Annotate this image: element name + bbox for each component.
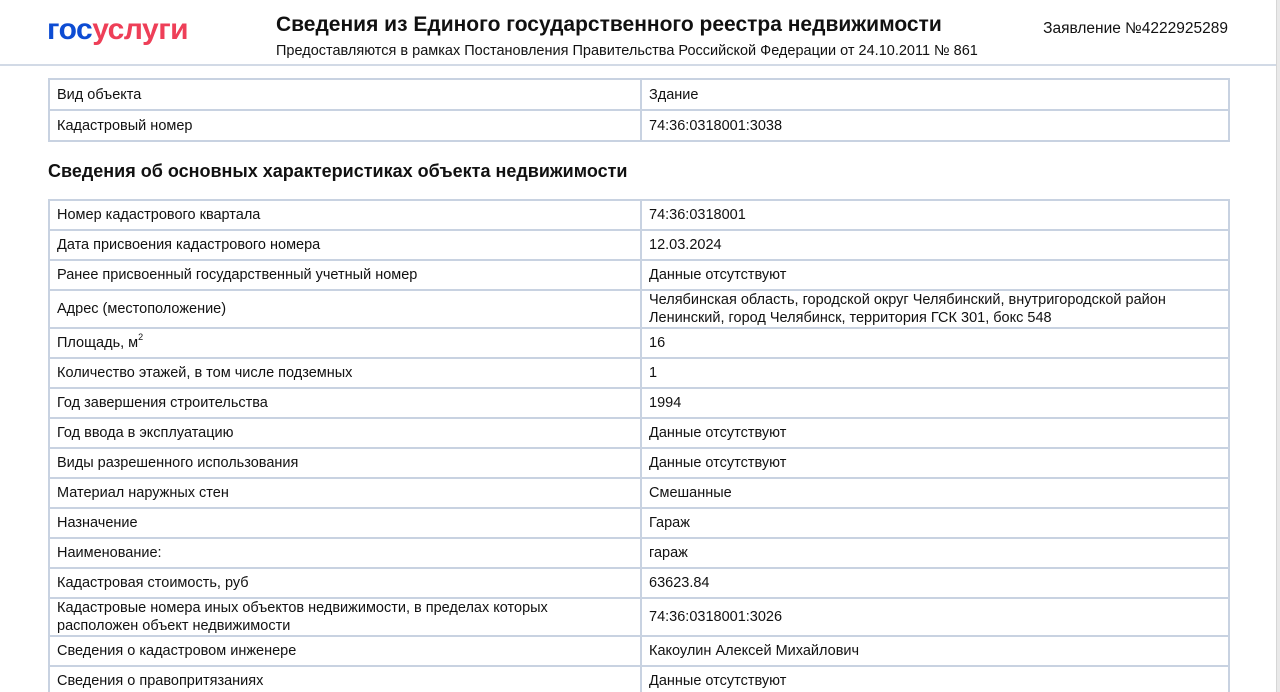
row-value: 16 bbox=[641, 328, 1229, 358]
table-row bbox=[49, 200, 1229, 230]
application-number: Заявление №4222925289 bbox=[1043, 20, 1228, 37]
row-value: 1994 bbox=[641, 388, 1229, 418]
document-title: Сведения из Единого государственного реестра недвижимости bbox=[276, 13, 942, 36]
document-subtitle: Предоставляются в рамках Постановления Правительства Российской Федерации от 24.10.2011 № 861 bbox=[276, 43, 978, 59]
table-row bbox=[49, 538, 1229, 568]
table-row bbox=[49, 110, 1229, 141]
area-unit-superscript: 2 bbox=[138, 332, 144, 343]
row-value: Какоулин Алексей Михайлович bbox=[641, 636, 1229, 666]
table-row bbox=[49, 290, 1229, 328]
row-label: Адрес (местоположение) bbox=[49, 290, 641, 328]
row-label: Ранее присвоенный государственный учетный номер bbox=[49, 260, 641, 290]
table-row bbox=[49, 636, 1229, 666]
row-value: Данные отсутствуют bbox=[641, 666, 1229, 692]
logo-part-uslugi: услуги bbox=[92, 13, 189, 46]
table-row bbox=[49, 418, 1229, 448]
row-label: Год завершения строительства bbox=[49, 388, 641, 418]
table-row bbox=[49, 358, 1229, 388]
row-label: Назначение bbox=[49, 508, 641, 538]
row-value: гараж bbox=[641, 538, 1229, 568]
row-value: Гараж bbox=[641, 508, 1229, 538]
table-row bbox=[49, 388, 1229, 418]
row-label: Наименование: bbox=[49, 538, 641, 568]
table-row bbox=[49, 508, 1229, 538]
row-value: Смешанные bbox=[641, 478, 1229, 508]
table-row bbox=[49, 478, 1229, 508]
row-value: Данные отсутствуют bbox=[641, 448, 1229, 478]
row-label: Сведения о правопритязаниях bbox=[49, 666, 641, 692]
area-label: Площадь, м bbox=[57, 335, 139, 351]
row-label: Материал наружных стен bbox=[49, 478, 641, 508]
row-value: 1 bbox=[641, 358, 1229, 388]
row-value: Данные отсутствуют bbox=[641, 260, 1229, 290]
section-title: Сведения об основных характеристиках объекта недвижимости bbox=[48, 161, 628, 181]
row-label: Сведения о кадастровом инженере bbox=[49, 636, 641, 666]
logo-part-gos: гос bbox=[47, 13, 93, 46]
row-label: Количество этажей, в том числе подземных bbox=[49, 358, 641, 388]
row-value: 12.03.2024 bbox=[641, 230, 1229, 260]
row-label: Год ввода в эксплуатацию bbox=[49, 418, 641, 448]
row-value: 63623.84 bbox=[641, 568, 1229, 598]
table-row bbox=[49, 666, 1229, 692]
row-value: Данные отсутствуют bbox=[641, 418, 1229, 448]
row-label: Кадастровые номера иных объектов недвижимости, в пределах которых расположен объект недвижимости bbox=[49, 598, 641, 636]
row-label: Вид объекта bbox=[49, 79, 641, 110]
row-label: Кадастровая стоимость, руб bbox=[49, 568, 641, 598]
document-header bbox=[0, 0, 1276, 66]
row-label bbox=[49, 328, 641, 358]
table-row bbox=[49, 598, 1229, 636]
table-row bbox=[49, 230, 1229, 260]
object-table bbox=[48, 78, 1230, 142]
gosuslugi-logo bbox=[47, 12, 188, 48]
row-value: Здание bbox=[641, 79, 1229, 110]
table-row bbox=[49, 328, 1229, 358]
row-label: Номер кадастрового квартала bbox=[49, 200, 641, 230]
characteristics-table bbox=[48, 199, 1230, 692]
table-row bbox=[49, 79, 1229, 110]
row-value: Челябинская область, городской округ Челябинский, внутригородской район Ленинский, город Челябинск, территория ГСК 301, бокс 548 bbox=[641, 290, 1229, 328]
table-row bbox=[49, 568, 1229, 598]
row-label: Виды разрешенного использования bbox=[49, 448, 641, 478]
row-label: Дата присвоения кадастрового номера bbox=[49, 230, 641, 260]
row-label: Кадастровый номер bbox=[49, 110, 641, 141]
row-value: 74:36:0318001:3026 bbox=[641, 598, 1229, 636]
table-row bbox=[49, 448, 1229, 478]
row-value: 74:36:0318001:3038 bbox=[641, 110, 1229, 141]
table-row bbox=[49, 260, 1229, 290]
row-value: 74:36:0318001 bbox=[641, 200, 1229, 230]
